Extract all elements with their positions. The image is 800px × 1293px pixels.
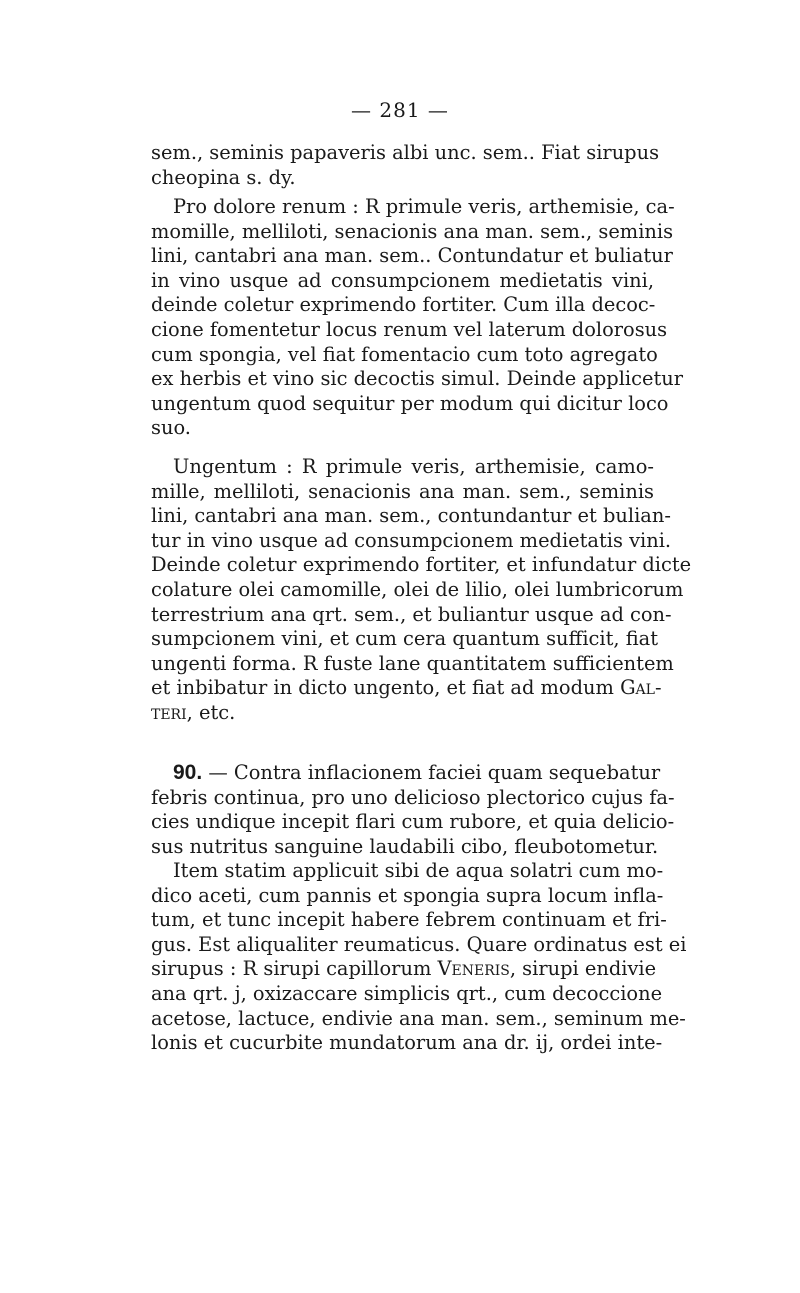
paragraph-continuation	[151, 141, 660, 190]
text-line: cione fomentetur locus renum vel laterum dolorosus	[151, 317, 668, 341]
text-line: Ungentum : R primule veris, arthemisie, camo-	[173, 455, 654, 478]
text-line	[151, 701, 654, 726]
text-line: cies undique incepit flari cum rubore, et quia delicio-	[151, 810, 675, 834]
text-line: lini, cantabri ana man. sem., contundantur et bulian-	[151, 504, 671, 528]
text-line: ungenti forma. R fuste lane quantitatem sufficientem	[151, 651, 674, 675]
text-line: acetose, lactuce, endivie ana man. sem., seminum me-	[151, 1006, 686, 1030]
section-number: 90.	[173, 761, 203, 784]
text-line: sem., seminis papaveris albi unc. sem.. Fiat sirupus	[151, 141, 660, 164]
text-line: ungentum quod sequitur per modum qui dicitur loco	[151, 391, 669, 415]
text-line: ana qrt. j, oxizaccare simplicis qrt., cum decoccione	[151, 981, 663, 1005]
text-line	[151, 761, 661, 786]
text-line: cum spongia, vel fiat fomentacio cum toto agregato	[151, 342, 658, 366]
text-line: sumpcionem vini, et cum cera quantum sufficit, fiat	[151, 627, 658, 651]
text-fragment: — Contra inflacionem faciei quam sequebatur	[202, 761, 661, 784]
text-line: Item statim applicuit sibi de aqua solatri cum mo-	[173, 859, 664, 882]
paragraph-ungentum	[151, 455, 692, 726]
paragraph-item-statim	[151, 859, 687, 1056]
text-line: suo.	[151, 416, 191, 440]
text-line: febris continua, pro uno delicioso plectorico cujus fa-	[151, 785, 675, 809]
text-line: terrestrium ana qrt. sem., et buliantur usque ad con-	[151, 602, 672, 626]
text-line	[151, 957, 657, 982]
text-line: mille, melliloti, senacionis ana man. sem., seminis	[151, 479, 654, 503]
author-name-smallcaps: Gal-	[620, 676, 662, 700]
text-line: momille, melliloti, senacionis ana man. sem., seminis	[151, 219, 674, 243]
paragraph-section-90	[151, 761, 675, 859]
page-number: — 281 —	[351, 98, 449, 122]
text-line: Deinde coletur exprimendo fortiter, et infundatur dicte	[151, 553, 692, 577]
text-line: in vino usque ad consumpcionem medietatis vini,	[151, 268, 654, 292]
text-line	[151, 676, 662, 701]
text-fragment: et inbibatur in dicto ungento, et fiat ad modum	[151, 676, 621, 700]
text-line: cheopina s. dy.	[151, 165, 296, 189]
text-line: sus nutritus sanguine laudabili cibo, fleubotometur.	[151, 834, 659, 858]
text-line: tur in vino usque ad consumpcionem medietatis vini.	[151, 528, 672, 552]
text-line: deinde coletur exprimendo fortiter. Cum illa decoc-	[151, 293, 656, 317]
text-line: Pro dolore renum : R primule veris, arthemisie, ca-	[173, 195, 675, 218]
text-line: colature olei camomille, olei de lilio, olei lumbricorum	[151, 577, 684, 601]
paragraph-pro-dolore-renum	[151, 195, 684, 441]
text-line: tum, et tunc incepit habere febrem continuam et fri-	[151, 908, 667, 932]
text-fragment: , sirupi endivie	[509, 957, 657, 981]
text-fragment: sirupus : R sirupi capillorum	[151, 957, 438, 981]
text-line: lini, cantabri ana man. sem.. Contundatur et buliatur	[151, 244, 673, 268]
name-smallcaps: Veneris	[437, 957, 510, 981]
text-line: dico aceti, cum pannis et spongia supra locum infla-	[151, 883, 664, 907]
text-line: lonis et cucurbite mundatorum ana dr. ij, ordei inte-	[151, 1031, 663, 1055]
text-fragment: , etc.	[186, 700, 236, 724]
author-name-smallcaps: teri	[151, 700, 187, 724]
text-line: gus. Est aliqualiter reumaticus. Quare ordinatus est ei	[151, 932, 687, 956]
text-line: ex herbis et vino sic decoctis simul. Deinde applicetur	[151, 367, 684, 391]
